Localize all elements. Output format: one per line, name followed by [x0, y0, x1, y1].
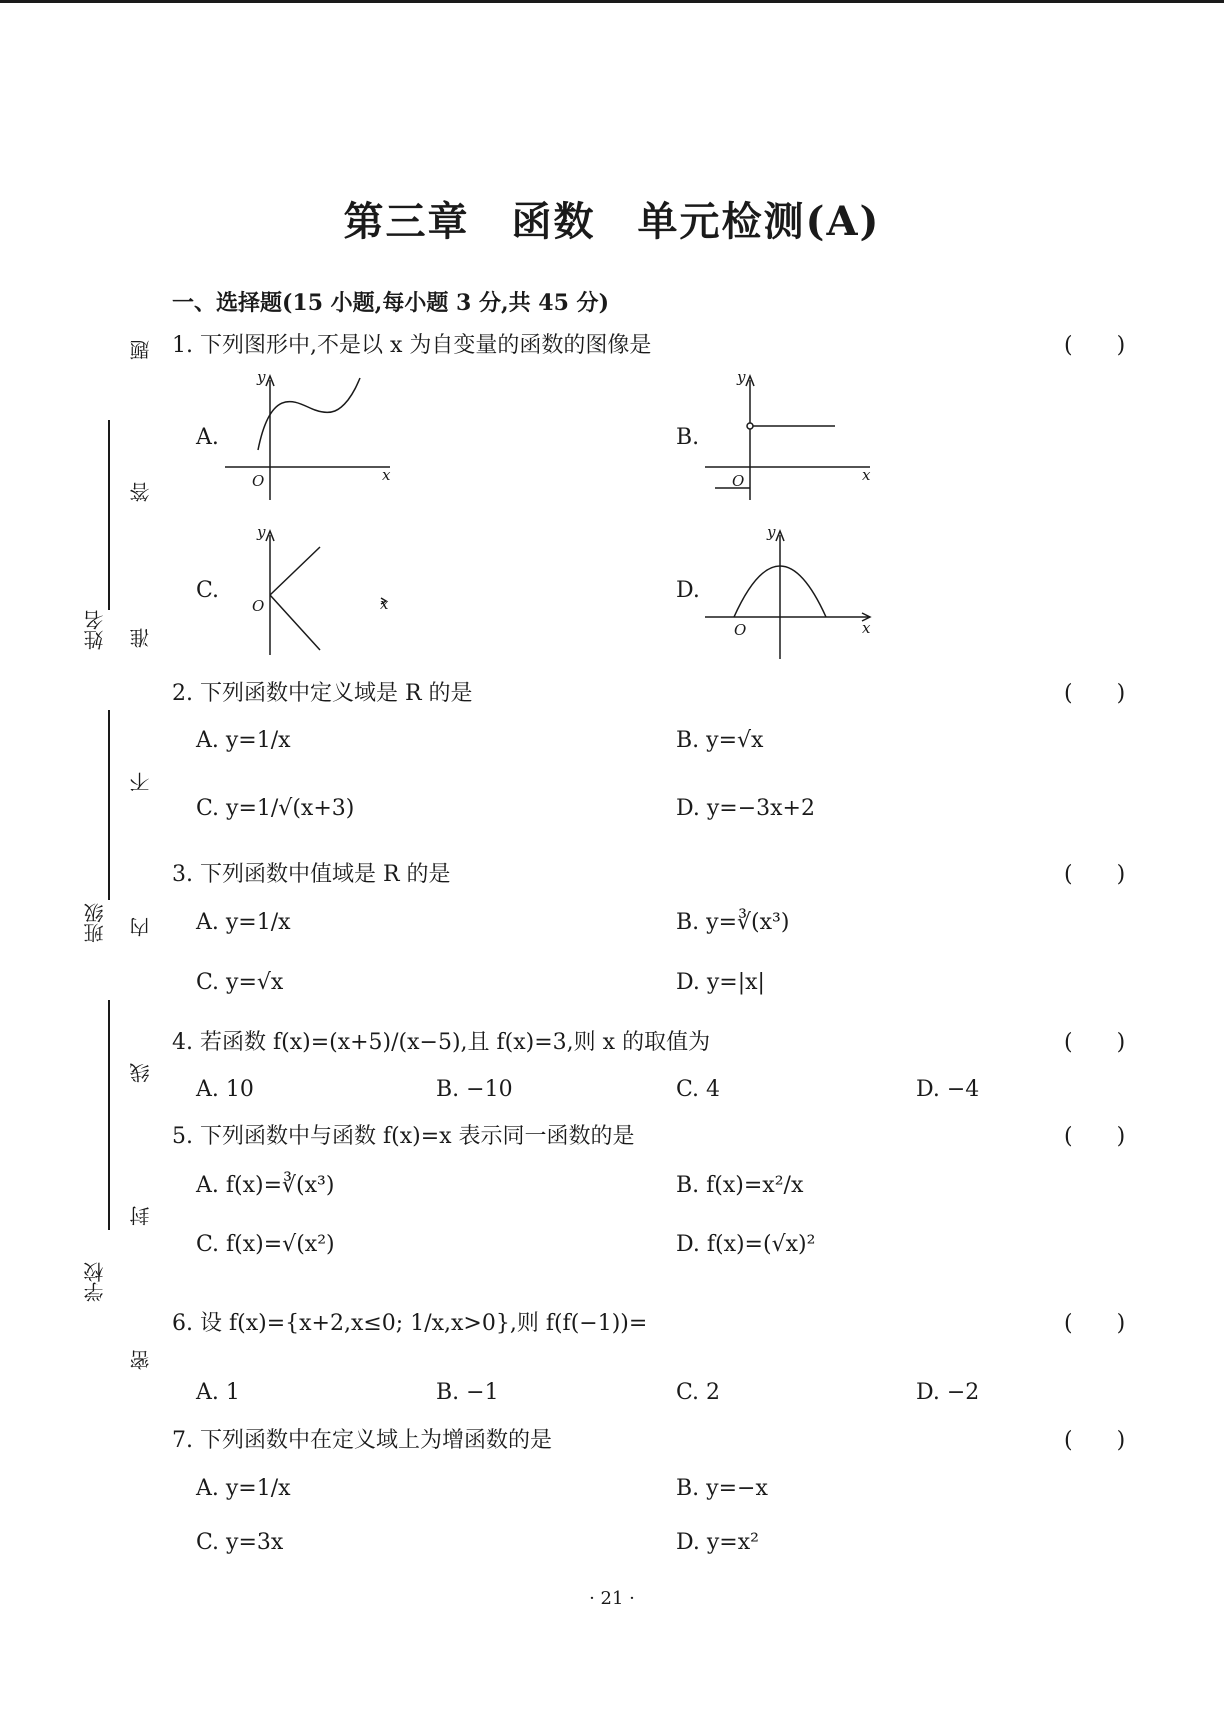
question-3: 3. 下列函数中值域是 R 的是: [172, 862, 451, 887]
q2-option-a: A. y=1/x: [196, 728, 291, 753]
q4-option-c: C. 4: [676, 1077, 721, 1102]
answer-paren-7: ( ): [1064, 1428, 1126, 1453]
q7-option-d: D. y=x²: [676, 1530, 759, 1555]
q6-option-c: C. 2: [676, 1380, 721, 1405]
seal-char-3: 准: [129, 628, 153, 648]
graph-c-y-label: y: [257, 525, 266, 541]
q1-option-d-label: D.: [676, 578, 700, 603]
section-heading: 一、选择题(15 小题,每小题 3 分,共 45 分): [172, 290, 609, 316]
q3-option-b: B. y=∛(x³): [676, 910, 790, 935]
q5-option-d: D. f(x)=(√x)²: [676, 1232, 816, 1257]
graph-c-x-label: x: [380, 595, 389, 613]
answer-paren-3: ( ): [1064, 862, 1126, 887]
margin-school-label: 学校: [83, 1262, 107, 1302]
graph-a-y-label: y: [257, 370, 266, 386]
q5-option-a: A. f(x)=∛(x³): [196, 1173, 335, 1198]
q1-graph-a: [220, 370, 400, 505]
q6-option-b: B. −1: [436, 1380, 499, 1405]
seal-char-4: 不: [129, 772, 153, 792]
question-4: 4. 若函数 f(x)=(x+5)/(x−5),且 f(x)=3,则 x 的取值为: [172, 1030, 711, 1055]
q2-option-b: B. y=√x: [676, 728, 764, 753]
graph-b-y-label: y: [737, 370, 746, 386]
graph-a-origin: O: [252, 472, 265, 490]
q6-option-d: D. −2: [916, 1380, 980, 1405]
seal-char-6: 线: [129, 1063, 153, 1083]
answer-paren-6: ( ): [1064, 1311, 1126, 1336]
q1-option-c-label: C.: [196, 578, 220, 603]
q1-option-b-label: B.: [676, 425, 700, 450]
q1-graph-b: [700, 370, 880, 505]
question-1: 1. 下列图形中,不是以 x 为自变量的函数的图像是: [172, 333, 652, 358]
graph-d-origin: O: [734, 621, 747, 639]
margin-name-label: 姓名: [83, 610, 107, 650]
page-title: 第三章 函数 单元检测(A): [343, 198, 881, 245]
graph-d-y-label: y: [767, 525, 776, 541]
seal-char-7: 封: [129, 1206, 153, 1226]
q7-option-b: B. y=−x: [676, 1476, 768, 1501]
q4-option-a: A. 10: [196, 1077, 254, 1102]
answer-paren-1: ( ): [1064, 333, 1126, 358]
margin-line-name: [108, 420, 110, 610]
seal-char-1: 题: [129, 340, 153, 360]
q1-graph-d: [700, 525, 880, 665]
graph-c-origin: O: [252, 597, 265, 615]
answer-paren-5: ( ): [1064, 1124, 1126, 1149]
graph-a-x-label: x: [382, 466, 391, 484]
question-7: 7. 下列函数中在定义域上为增函数的是: [172, 1428, 552, 1453]
q3-option-a: A. y=1/x: [196, 910, 291, 935]
q3-option-d: D. y=|x|: [676, 970, 765, 995]
q7-option-c: C. y=3x: [196, 1530, 284, 1555]
seal-char-2: 答: [129, 482, 153, 502]
margin-line-class: [108, 710, 110, 900]
q6-option-a: A. 1: [196, 1380, 240, 1405]
graph-b-origin: O: [732, 472, 745, 490]
graph-b-x-label: x: [862, 466, 871, 484]
question-6: 6. 设 f(x)={x+2,x≤0; 1/x,x>0},则 f(f(−1))=: [172, 1311, 648, 1336]
seal-char-8: 密: [129, 1350, 153, 1370]
q3-option-c: C. y=√x: [196, 970, 284, 995]
question-2: 2. 下列函数中定义域是 R 的是: [172, 681, 473, 706]
q1-option-a-label: A.: [196, 425, 219, 450]
q1-graph-c: [220, 525, 400, 665]
seal-char-5: 内: [129, 917, 153, 937]
q5-option-c: C. f(x)=√(x²): [196, 1232, 335, 1257]
graph-d-x-label: x: [862, 619, 871, 637]
q7-option-a: A. y=1/x: [196, 1476, 291, 1501]
page-number: · 21 ·: [589, 1588, 635, 1609]
q4-option-d: D. −4: [916, 1077, 980, 1102]
q4-option-b: B. −10: [436, 1077, 513, 1102]
q2-option-c: C. y=1/√(x+3): [196, 796, 355, 821]
margin-line-school: [108, 1000, 110, 1230]
q2-option-d: D. y=−3x+2: [676, 796, 815, 821]
answer-paren-4: ( ): [1064, 1030, 1126, 1055]
q5-option-b: B. f(x)=x²/x: [676, 1173, 804, 1198]
top-rule: [0, 0, 1224, 3]
margin-class-label: 班级: [83, 903, 107, 943]
answer-paren-2: ( ): [1064, 681, 1126, 706]
question-5: 5. 下列函数中与函数 f(x)=x 表示同一函数的是: [172, 1124, 635, 1149]
